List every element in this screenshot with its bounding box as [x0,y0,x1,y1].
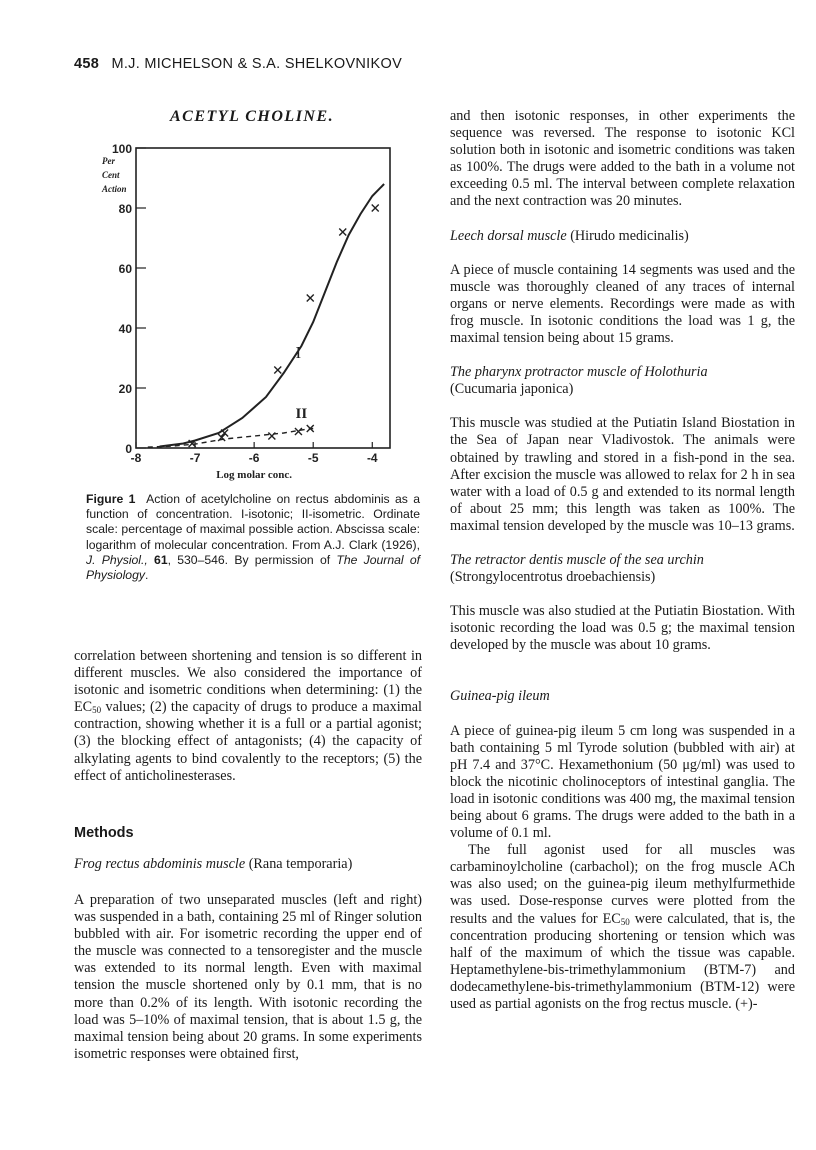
agonist-ec50-subscript: 50 [620,916,630,927]
running-header [74,56,402,72]
intro-paragraph [74,648,422,785]
retractor-species: (Strongylocentrotus droebachiensis) [450,569,656,586]
left-column-body [74,648,422,1063]
ec50-subscript: 50 [92,705,102,716]
intro-text: correlation between shortening and tension is so different in different muscles. We also considered the importance of isotonic and isometric conditions when determining: (1) the EC [74,648,422,716]
series-II-point [268,433,275,440]
y-tick-label: 40 [118,322,132,336]
y-axis-label-line: Action [102,184,127,194]
series-I-point [307,295,314,302]
right-column-body [450,108,795,1013]
leech-heading: Leech dorsal muscle [450,227,567,244]
frog-heading: Frog rectus abdominis muscle [74,855,246,872]
y-tick-label: 60 [118,262,132,276]
leech-species: (Hirudo medicinalis) [566,227,689,244]
x-tick-label: -5 [307,451,319,465]
series-I-label: I [295,343,302,362]
plot-frame [136,148,390,448]
series-II-label: II [295,406,308,422]
pharynx-heading-line [450,364,795,398]
y-tick-label: 20 [118,382,132,396]
methods-heading: Methods [74,824,134,841]
series-I-curve [160,184,385,447]
guinea-heading: Guinea-pig ileum [450,688,550,705]
acetylcholine-chart [100,130,400,481]
agonist-text: The full agonist used for all muscles was carbaminoylcholine (carbachol); on the frog muscle ACh was also used; on the guinea-pig ileum methylfurmethide was used. Dose-response curves were plotted from the results and the values for EC [450,842,795,927]
caption-text: Action of acetylcholine on rectus abdominis as a function of concentration. I-isotonic; II-isometric. Ordinate scale: percentage of maximal possible action. Abscissa scale: logarithm of molecular concentration. From A.J. Clark (1926), [86,492,420,552]
caption-volume: 61 [147,552,168,567]
figure-title: ACETYL CHOLINE. [170,108,335,125]
agonist-text-rest: were calculated, that is, the concentration producing shortening or tension which was half of the maximum of which the tissue was capable. Heptamethylene-bis-trimethylammonium (BTM-7) and dodecamethylene-bis-trimethylammonium (BTM-12) were used as partial agonists on the frog rectus muscle. (+)- [450,910,795,1013]
pharynx-paragraph: This muscle was studied at the Putiatin Island Biostation in the Sea of Japan near Vladivostok. The animals were obtained by trawling and stored in a fish-pond in the sea. After excision the muscle was allowed to relax for 2 h in sea water with a load of 0.5 g and extended to its normal length of about 25 mm; this length was taken as 100%. The maximal tension developed by the muscle was 10–13 grams. [450,415,795,534]
frog-species: (Rana temporaria) [245,855,353,872]
retractor-heading: The retractor dentis muscle of the sea urchin [450,551,704,568]
y-tick-label: 0 [125,442,132,456]
y-tick-label: 80 [118,202,132,216]
pharynx-species: (Cucumaria japonica) [450,381,574,398]
header-authors: M.J. MICHELSON & S.A. SHELKOVNIKOV [111,56,403,72]
figure-caption [86,492,420,583]
leech-heading-line [450,228,795,245]
caption-label: Figure 1 [86,492,136,506]
caption-end: . [144,568,149,583]
guinea-paragraph: A piece of guinea-pig ileum 5 cm long was suspended in a bath containing 5 ml Tyrode solution (bubbled with air) at pH 7.4 and 37°C. Hexamethonium (50 μg/ml) was used to block the nicotinic cholinoceptors of intestinal ganglia. The load in isotonic conditions was 400 mg, the maximal tension being about 6 grams. The drugs were added to the bath in a volume of 0.1 ml. [450,722,795,842]
retractor-heading-line [450,552,795,586]
frog-heading-line [74,856,422,873]
series-I-point [274,367,281,374]
series-I-point [339,229,346,236]
intro-text-rest: values; (2) the capacity of drugs to produce a maximal contraction, showing whether it is a full or a partial agonist; (3) the blocking effect of antagonists; (4) the capacity of alkylating agents to bind covalently to the receptors; (5) the effect of anticholinesterases. [74,699,422,784]
x-tick-label: -7 [189,451,201,465]
sequence-paragraph: and then isotonic responses, in other experiments the sequence was reversed. The response to isotonic KCl solution both in isotonic and isometric conditions was taken as 100%. The drugs were added to the bath in a volume not exceeding 0.5 ml. The interval between complete relaxation and the next contraction was 20 minutes. [450,108,795,210]
x-tick-label: -6 [248,451,260,465]
caption-journal: J. Physiol., [86,552,148,567]
x-tick-label: -4 [366,451,378,465]
series-I-point [372,205,379,212]
page-number: 458 [74,56,100,72]
y-tick-label: 100 [111,142,132,156]
y-axis-label-line: Per [102,156,115,166]
frog-paragraph: A preparation of two unseparated muscles (left and right) was suspended in a bath, containing 25 ml of Ringer solution bubbled with air. For isometric recording the upper end of the muscle was connected to a tensoregister and the muscle was extended to its normal length. Even with maximal tension the muscle shortened only by 0.1 mm, that is no more than 0.2% of its length. With isotonic recording the load was 5–10% of maximal tension, that is about 1.5 g, the maximal tension being about 20 grams. In some experiments isometric responses were obtained first, [74,891,422,1062]
retractor-paragraph: This muscle was also studied at the Putiatin Biostation. With isotonic recording the load was 0.5 g; the maximal tension developed by the muscle was about 10 grams. [450,603,795,654]
caption-pages: , 530–546. By permission of [167,552,337,567]
pharynx-heading: The pharynx protractor muscle of Holothuria [450,364,708,381]
x-axis-label: Log molar conc. [216,469,293,481]
y-axis-label-line: Cent [102,170,120,180]
caption-permission: The Journal of Physiology [86,552,420,583]
leech-paragraph: A piece of muscle containing 14 segments was used and the muscle was thoroughly cleaned of any traces of internal organs or nerve elements. Recordings were made as with frog muscle. In isotonic conditions the load was 1 g, the maximal tension being about 15 grams. [450,261,795,347]
series-II-point [295,428,302,435]
x-tick-label: -8 [130,451,142,465]
agonist-paragraph [450,842,795,1013]
